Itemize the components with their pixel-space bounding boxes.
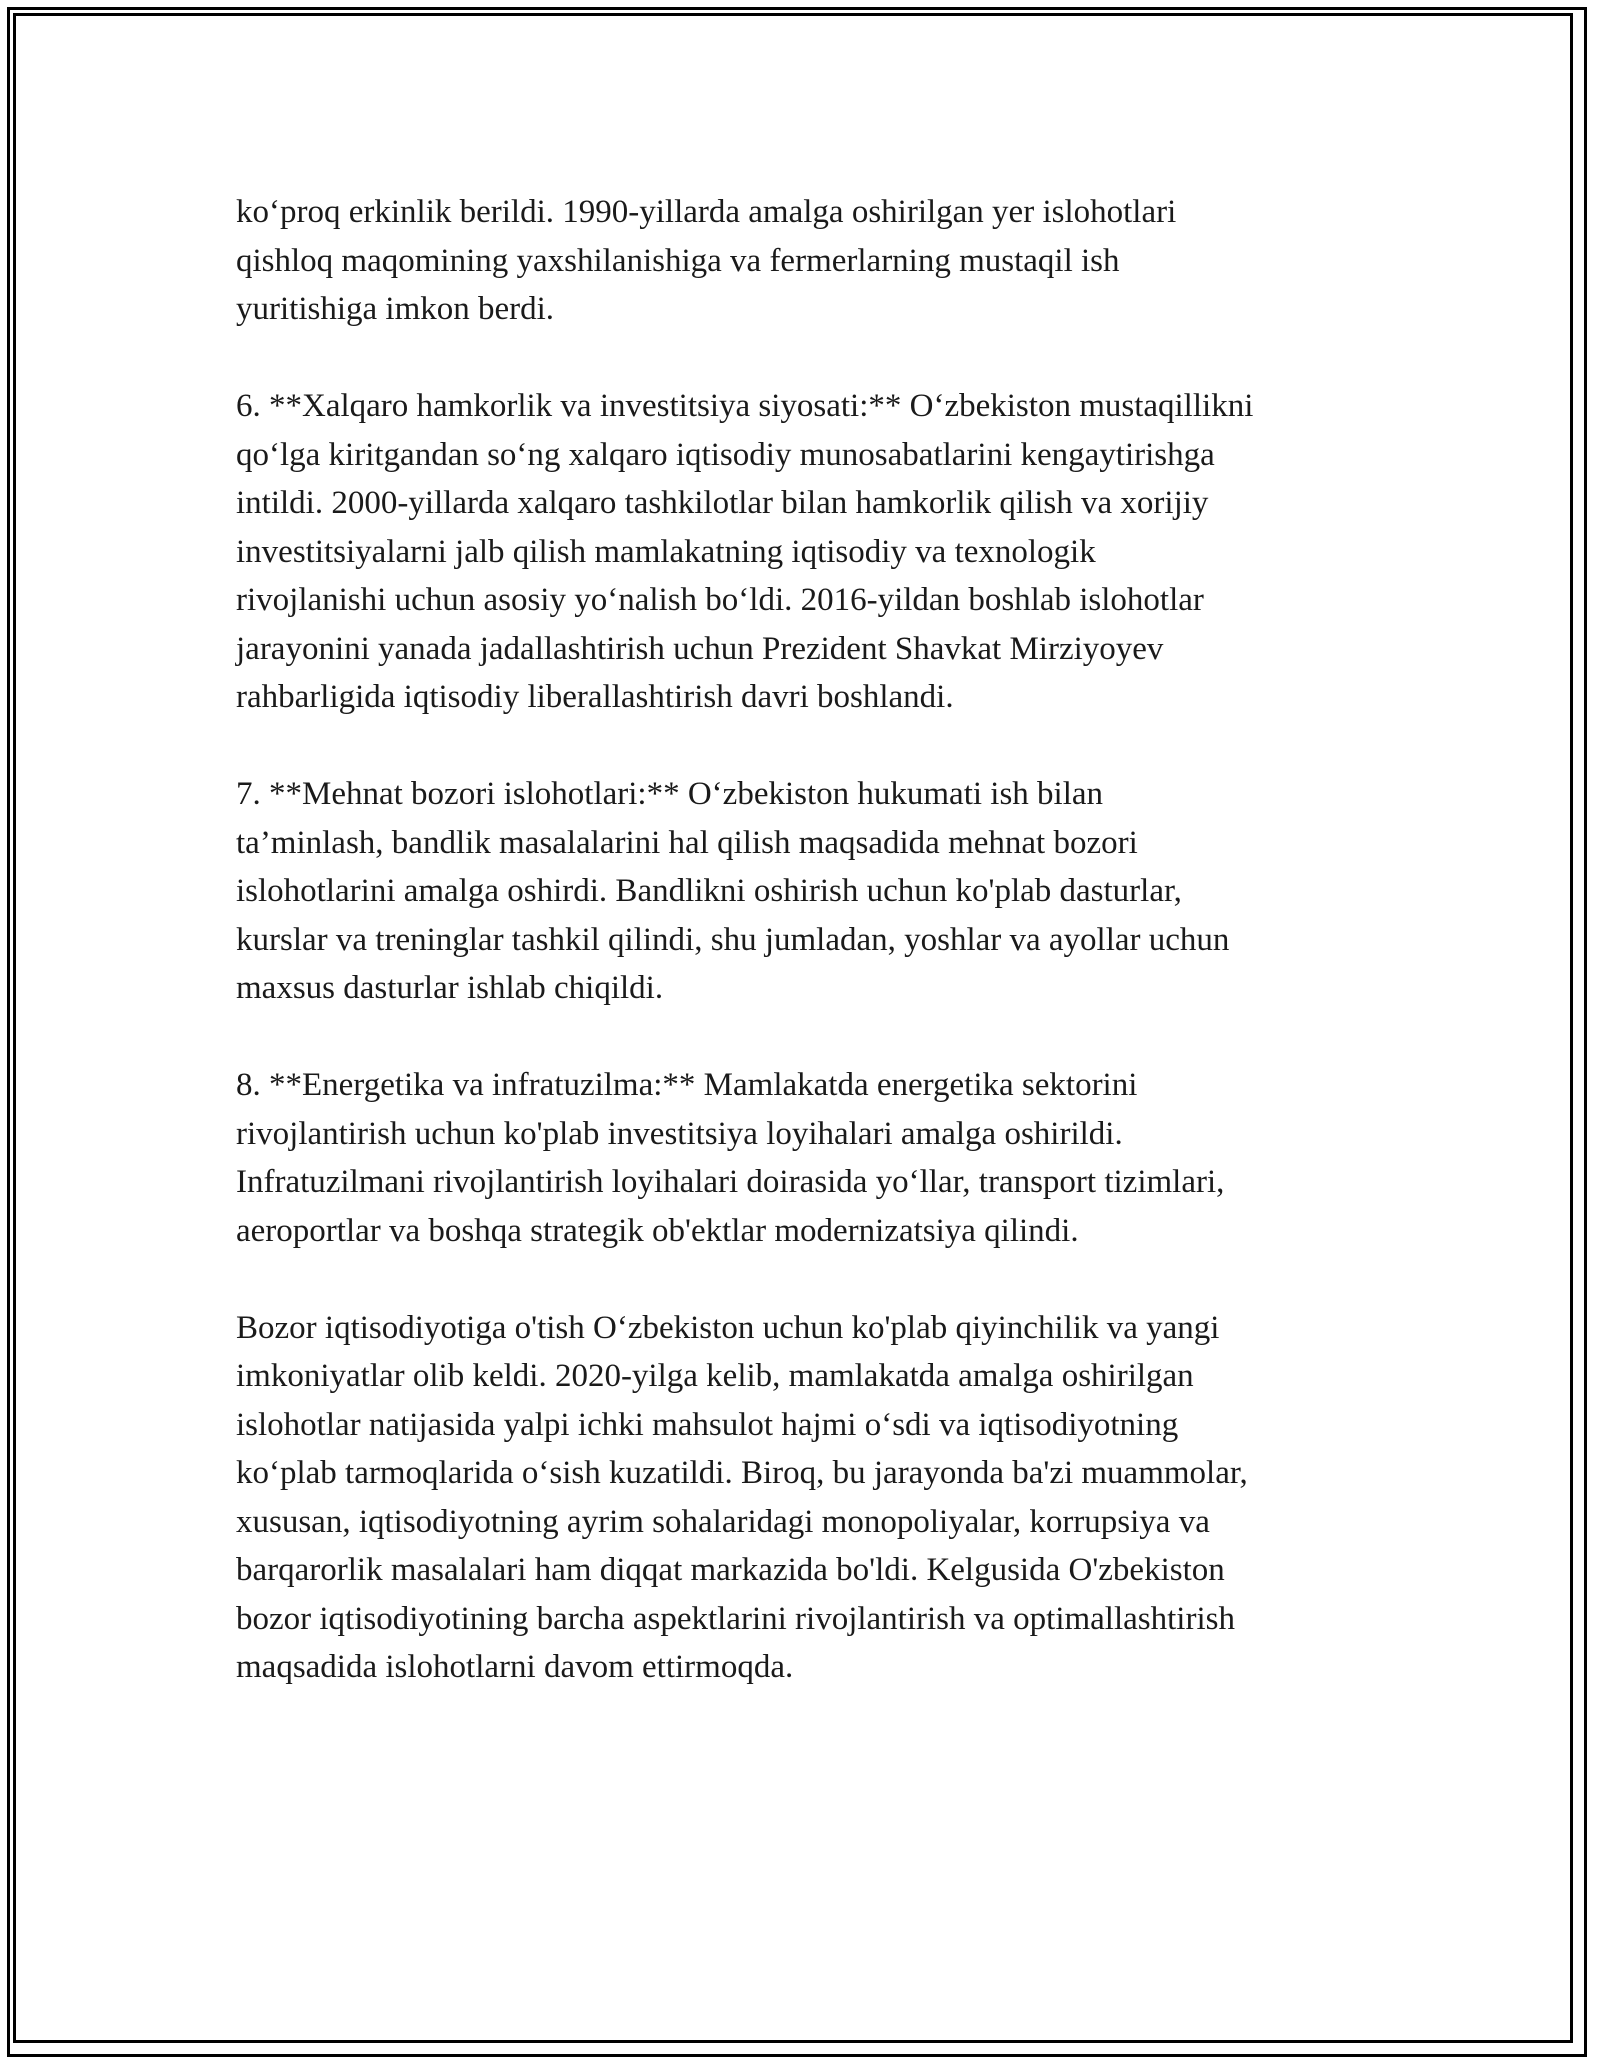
text-line: maqsadida islohotlarni davom ettirmoqda. [236, 1649, 794, 1685]
paragraph-labor-market [236, 770, 1376, 1013]
text-line: 7. **Mehnat bozori islohotlari:** O‘zbekiston hukumati ish bilan [236, 776, 1104, 812]
text-line: qo‘lga kiritgandan so‘ng xalqaro iqtisodiy munosabatlarini kengaytirishga [236, 436, 1215, 473]
text-line: ko‘plab tarmoqlarida o‘sish kuzatildi. Biroq, bu jarayonda ba'zi muammolar, [236, 1455, 1248, 1491]
text-line: investitsiyalarni jalb qilish mamlakatning iqtisodiy va texnologik [236, 533, 1096, 570]
text-line: yuritishiga imkon berdi. [236, 291, 555, 327]
text-line: rivojlanishi uchun asosiy yo‘nalish bo‘ldi. 2016-yildan boshlab islohotlar [236, 582, 1204, 618]
text-line: 8. **Energetika va infratuzilma:** Mamlakatda energetika sektorini [236, 1067, 1138, 1103]
paragraph-international-cooperation [236, 382, 1376, 722]
text-line: jarayonini yanada jadallashtirish uchun Prezident Shavkat Mirziyoyev [236, 630, 1164, 667]
text-line: intildi. 2000-yillarda xalqaro tashkilotlar bilan hamkorlik qilish va xorijiy [236, 485, 1209, 521]
text-line: rahbarligida iqtisodiy liberallashtirish davri boshlandi. [236, 679, 954, 715]
text-line: imkoniyatlar olib keldi. 2020-yilga kelib, mamlakatda amalga oshirilgan [236, 1358, 1194, 1394]
text-line: ko‘proq erkinlik berildi. 1990-yillarda amalga oshirilgan yer islohotlari [236, 194, 1177, 230]
text-line: islohotlarini amalga oshirdi. Bandlikni oshirish uchun ko'plab dasturlar, [236, 873, 1182, 909]
text-line: Bozor iqtisodiyotiga o'tish O‘zbekiston uchun ko'plab qiyinchilik va yangi [236, 1309, 1220, 1346]
text-line: bozor iqtisodiyotining barcha aspektlarini rivojlantirish va optimallashtirish [236, 1600, 1235, 1637]
paragraph-conclusion [236, 1304, 1376, 1692]
text-line: qishloq maqomining yaxshilanishiga va fermerlarning mustaqil ish [236, 242, 1120, 279]
paragraph-land-reform-continuation [236, 188, 1376, 334]
text-line: rivojlantirish uchun ko'plab investitsiya loyihalari amalga oshirildi. [236, 1115, 1123, 1152]
paragraph-energy-infrastructure [236, 1061, 1376, 1255]
text-line: 6. **Xalqaro hamkorlik va investitsiya siyosati:** O‘zbekiston mustaqillikni [236, 388, 1254, 424]
text-line: kurslar va treninglar tashkil qilindi, shu jumladan, yoshlar va ayollar uchun [236, 921, 1230, 958]
text-line: Infratuzilmani rivojlantirish loyihalari doirasida yo‘llar, transport tizimlari, [236, 1164, 1225, 1200]
text-line: maxsus dasturlar ishlab chiqildi. [236, 970, 664, 1006]
text-line: xususan, iqtisodiyotning ayrim sohalaridagi monopoliyalar, korrupsiya va [236, 1503, 1210, 1540]
text-line: ta’minlash, bandlik masalalarini hal qilish maqsadida mehnat bozori [236, 824, 1138, 861]
text-line: barqarorlik masalalari ham diqqat markazida bo'ldi. Kelgusida O'zbekiston [236, 1552, 1225, 1588]
text-line: islohotlar natijasida yalpi ichki mahsulot hajmi o‘sdi va iqtisodiyotning [236, 1406, 1179, 1443]
text-line: aeroportlar va boshqa strategik ob'ektlar modernizatsiya qilindi. [236, 1212, 1079, 1249]
document-body [236, 188, 1376, 1740]
